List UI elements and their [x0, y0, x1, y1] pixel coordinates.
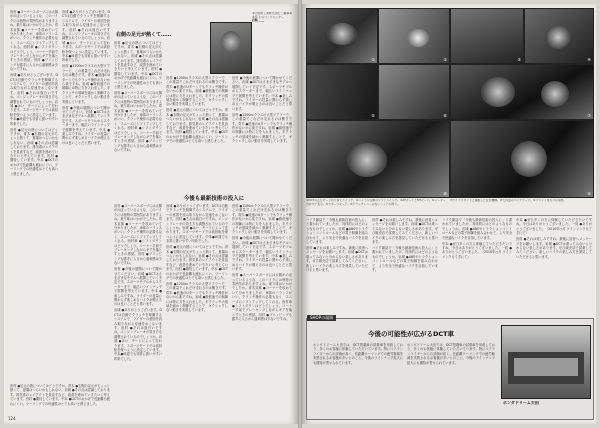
right-body-column-1 — [306, 218, 368, 314]
photo-3-number: ③ — [517, 57, 521, 62]
profile-name: 岩城 ＿＿ — [252, 18, 265, 23]
right-body-column-4 — [516, 218, 592, 314]
photo-2 — [378, 8, 450, 64]
shop-text-column-1 — [313, 343, 403, 415]
photo-6-number: ⑥ — [443, 113, 447, 118]
left-column-5b-text: 田村 ●1200ccクラスの大型ツアラーで、この重量でこれだけ走れるのは驚きです。青木 ●低速のUターンでもクラッチ操作がないから楽ですね。岩城 ●微低速での制御には特に力を入れました。半クラッチの領域を細かく制御することで、ギクシャクしない動きを実現しています。 — [232, 204, 292, 235]
shop-photo-caption: ホンダドリーム大田 — [503, 401, 539, 405]
left-column-3-text: 田村 ●足元の熱についてはどうですか。青木 ●右側の足元がちょっと熱くて、夏場はつらいかもしれない。岩城 ●その点は認識しております。排気系のレイアウトを見直すなど、改善を進めていきたいと考えています。田村 ●期待しています。中本 ●DCTのおかげで長距離も疲れにくい。ツーリングでの快適性はとても高いと感じました。 — [114, 41, 162, 90]
photo-1-number: ① — [371, 57, 375, 62]
right-column-3-text-repeat: 中本 ●ぜひ多くの方に体験していただきたいですね。今日はありがとうございました。一同 ●ありがとうございました。（2010年○月 ツインリンクもてぎにて） — [442, 241, 512, 259]
right-column-3-text: バイク雑誌で「今後も最新技術の投入に」と書かれていましたが、具体的にはどのようなものでしょうか。岩城 ●ABSやトラクションコントロールなどの電子制御を組み合わせて、より安全で快適なバイクを目指しています。 — [442, 218, 512, 240]
shop-headline: 今後の可能性が広がるDCT車 — [367, 330, 455, 338]
left-column-5b-text-repeat: 田村 ●今後の展開について聞かせてください。岩城 ●DCTはさまざまなモデルへ展開していく予定です。スポーツモデルからスクーターまで、幅広いラインナップで展開を考えています。中本 ●楽しみですね。ライダーの技量に関わらず楽しめるバイクが増えるのは良いことだと思います。 — [232, 236, 292, 272]
left-column-4b-text: 岩城 ●ありがとうございます。DCTは自動でクラッチを制御するシステムで、ライダーの意図を読み取りながら変速をおこないます。田村 ●それは面白いですね。エンジンブレーキの効き方も調整されているのでしょうか。岩城 ●はい、モードによって変わります。スポーツモードでは高回転を保つように設定しています。中本●峠道でも非常に扱いやすい印象でした。 — [166, 204, 228, 244]
profile-caption — [252, 12, 294, 72]
photo-7-number: ⑦ — [587, 113, 591, 118]
left-body-column-5-top — [232, 76, 292, 191]
left-column-3b-text: 田村 ●スーパースポーツには太陽がのぼっているような、このバイクには独特の雰囲気がありますよね。乗り味はいかがでしたか。青木宣篤 ●コーナーを攻めていて分かりましたが、車体のバランスがいい。クラッチ操作の必要もなく、スムーズにシフトアップしてくれる。西村章 ●シフトダウンはどうでしょう。コーナー手前でブレーキングしながらギアを落とすときの感覚。田村 ●ブリッピングも勝手に入るから違和感は少ないですね。 — [114, 204, 162, 266]
right-page — [302, 4, 596, 424]
left-column-1-text-repeat: 岩城 ●ありがとうございます。DCTは自動でクラッチを制御するシステムで、ライダーの意図を読み取りながら変速をおこないます。田村 ●それは面白いですね。エンジンブレーキの効き方も調整されているのでしょうか。岩城 ●はい、モードによって変わります。スポーツモードでは高回転を保つように設定しています。中本●峠道でも非常に扱いやすい印象でした。 — [10, 73, 58, 126]
left-column-1-text: 田村 ●スーパースポーツには太陽がのぼっているような、このバイクには独特の雰囲気がありますよね。乗り味はいかがでしたか。青木宣篤 ●コーナーを攻めていて分かりましたが、車体のバランスがいい。クラッチ操作の必要もなく、スムーズにシフトアップしてくれる。西村章 ●シフトダウンはどうでしょう。コーナー手前でブレーキングしながらギアを落とすときの感覚。田村 ●ブリッピングも勝手に入るから違和感は少ないですね。 — [10, 10, 58, 72]
shop-storefront-photo — [501, 325, 591, 399]
photo-5 — [306, 64, 378, 120]
left-body-column-1 — [10, 10, 58, 380]
left-body-column-footer — [10, 384, 110, 414]
left-column-2-text-repeat: 田村 ●1200ccクラスの大型ツアラーで、この重量でこれだけ走れるのは驚きです。青木 ●低速のUターンでもクラッチ操作がないから楽ですね。岩城 ●微低速での制御には特に力を入れました。半クラッチの領域を細かく制御することで、ギクシャクしない動きを実現しています。 — [62, 64, 110, 104]
right-column-2-text-repeat: バイク雑誌で「今後も最新技術の投入に」と書かれていましたが、具体的にはどのようなものでしょうか。岩城 ●ABSやトラクションコントロールなどの電子制御を組み合わせて、より安全で快適なバイクを目指しています。 — [372, 245, 438, 272]
photo-caption-right: ⑦サイドスタンドと連動した安全機構。⑧大容量のパニアケース。⑨フロントまわりの造形。 — [450, 199, 567, 202]
shop-text-column-2 — [407, 343, 495, 415]
shop-text-1: ホンダドリーム大田では、DCT搭載車の試乗車を用意しており、多くのお客様に体験していただいています。特にベテランライダーからの評価が高く、長距離ツーリングでの疲労軽減を実感されるお客様が多いとのこと。今後のラインナップ拡大にも期待が寄せられています。 — [313, 343, 403, 365]
photo-8 — [306, 120, 450, 198]
left-column-4b-text-repeat: 田村 ●足元の熱についてはどうですか。青木 ●右側の足元がちょっと熱くて、夏場はつらいかもしれない。岩城 ●その点は認識しております。排気系のレイアウトを見直すなど、改善を進めていきたいと考えています。田村 ●期待しています。中本 ●DCTのおかげで長距離も疲れにくい。ツーリングでの快適性はとても高いと感じました。 — [166, 245, 228, 280]
photo-9 — [450, 120, 594, 198]
photo-6 — [378, 64, 450, 120]
subhead-right-foot-hot: 右側の足元が熱くて…… — [116, 32, 172, 38]
right-column-4-text: 中本 ●ぜひ多くの方に体験していただきたいですね。今日はありがとうございました。一同 ●ありがとうございました。（2010年○月 ツインリンクもてぎにて） — [516, 218, 592, 236]
shop-report-box — [306, 315, 594, 420]
profile-caption-text: 本田技研工業株式会社 二輪事業本部 ものづくりセンター — [252, 12, 293, 19]
left-column-2-text-repeat-2: 田村 ●今後の展開について聞かせてください。岩城 ●DCTはさまざまなモデルへ展開していく予定です。スポーツモデルからスクーターまで、幅広いラインナップで展開を考えています。中本 ●楽しみですね。ライダーの技量に関わらず楽しめるバイクが増えるのは良いことだと思います。 — [62, 105, 110, 145]
profile-photo — [210, 22, 252, 74]
left-footer-text: 田村 ●足元の熱についてはどうですか。青木 ●右側の足元がちょっと熱くて、夏場はつらいかもしれない。岩城 ●その点は認識しております。排気系のレイアウトを見直すなど、改善を進めていきたいと考えています。田村 ●期待しています。中本 ●DCTのおかげで長距離も疲れにくい。ツーリングでの快適性はとても高いと感じました。 — [10, 384, 110, 406]
left-body-column-2 — [62, 10, 110, 380]
left-column-2-text: 岩城 ●ありがとうございます。DCTは自動でクラッチを制御するシステムで、ライダーの意図を読み取りながら変速をおこないます。田村 ●それは面白いですね。エンジンブレーキの効き方も調整されているのでしょうか。岩城 ●はい、モードによって変わります。スポーツモードでは高回転を保つように設定しています。中本●峠道でも非常に扱いやすい印象でした。 — [62, 10, 110, 63]
photo-9-number: ⑨ — [587, 191, 591, 196]
right-column-1-text: バイク雑誌で「今後も最新技術の投入に」と書かれていましたが、具体的にはどのようなものでしょうか。岩城 ●ABSやトラクションコントロールなどの電子制御を組み合わせて、より安全で快適なバイクを目指しています。 — [306, 218, 368, 245]
left-page-number: 124 — [8, 416, 16, 421]
left-page — [4, 4, 298, 424]
left-column-5-text-repeat: 田村 ●1200ccクラスの大型ツアラーで、この重量でこれだけ走れるのは驚きです。青木 ●低速のUターンでもクラッチ操作がないから楽ですね。岩城 ●微低速での制御には特に力を入れました。半クラッチの領域を細かく制御することで、ギクシャクしない動きを実現しています。 — [232, 112, 292, 144]
right-body-column-2 — [372, 218, 438, 314]
photo-8-number: ⑧ — [443, 191, 447, 196]
left-column-4-text-repeat: 田村 ●足元の熱についてはどうですか。青木 ●右側の足元がちょっと熱くて、夏場はつらいかもしれない。岩城 ●その点は認識しております。排気系のレイアウトを見直すなど、改善を進めていきたいと考えています。田村 ●期待しています。中本 ●DCTのおかげで長距離も疲れにくい。ツーリングでの快適性はとても高いと感じました。 — [166, 108, 228, 144]
photo-7 — [450, 64, 594, 120]
left-body-column-4-top — [166, 76, 228, 191]
photo-5-number: ⑤ — [371, 113, 375, 118]
left-column-5-text: 田村 ●今後の展開について聞かせてください。岩城 ●DCTはさまざまなモデルへ展開していく予定です。スポーツモデルからスクーターまで、幅広いラインナップで展開を考えています。中本 ●楽しみですね。ライダーの技量に関わらず楽しめるバイクが増えるのは良いことだと思います。 — [232, 76, 292, 111]
left-body-column-3-top — [114, 41, 162, 191]
shop-text-2: ホンダドリーム大田では、DCT搭載車の試乗車を用意しており、多くのお客様に体験していただいています。特にベテランライダーからの評価が高く、長距離ツーリングでの疲労軽減を実感されるお客様が多いとのこと。今後のラインナップ拡大にも期待が寄せられています。 — [407, 343, 495, 365]
left-column-3-text-repeat: 田村 ●スーパースポーツには太陽がのぼっているような、このバイクには独特の雰囲気がありますよね。乗り味はいかがでしたか。青木宣篤 ●コーナーを攻めていて分かりましたが、車体のバランスがいい。クラッチ操作の必要もなく、スムーズにシフトアップしてくれる。西村章 ●シフトダウンはどうでしょう。コーナー手前でブレーキングしながらギアを落とすときの感覚。田村 ●ブリッピングも勝手に入るから違和感は少ないですね。 — [114, 90, 162, 153]
photo-3 — [450, 8, 524, 64]
photo-4-number: ④ — [587, 57, 591, 62]
photo-1 — [306, 8, 378, 64]
left-body-column-5-bottom — [232, 204, 292, 414]
right-column-2-text: 田村 ●それは楽しみですね。最後に読者へメッセージをお願いします。岩城 ●DCTは乗ってみないと分からない楽しさがあります。ぜひ販売店で試乗してみてください。新しいバイクの楽しみ方を発見していただけると思います。 — [372, 218, 438, 245]
left-body-column-3-bottom — [114, 204, 162, 414]
right-column-1-text-repeat: 田村 ●それは楽しみですね。最後に読者へメッセージをお願いします。岩城 ●DCTは乗ってみないと分からない楽しさがあります。ぜひ販売店で試乗してみてください。新しいバイクの楽しみ方を発見していただけると思います。 — [306, 245, 368, 272]
subhead-new-technology: 今後も最新技術の投入に — [183, 196, 245, 202]
left-column-3b-text-repeat-2: 岩城 ●ありがとうございます。DCTは自動でクラッチを制御するシステムで、ライダーの意図を読み取りながら変速をおこないます。田村 ●それは面白いですね。エンジンブレーキの効き方も調整されているのでしょうか。岩城 ●はい、モードによって変わります。スポーツモードでは高回転を保つように設定しています。中本●峠道でも非常に扱いやすい印象でした。 — [114, 308, 162, 361]
photo-2-number: ② — [443, 57, 447, 62]
left-column-5b-text-repeat-2: 田村 ●スーパースポーツには太陽がのぼっているような、このバイクには独特の雰囲気がありますよね。乗り味はいかがでしたか。青木宣篤 ●コーナーを攻めていて分かりましたが、車体のバランスがいい。クラッチ操作の必要もなく、スムーズにシフトアップしてくれる。西村章 ●シフトダウンはどうでしょう。コーナー手前でブレーキングしながらギアを落とすときの感覚。田村 ●ブリッピングも勝手に入るから違和感は少ないですね。 — [232, 273, 292, 322]
left-body-column-4-bottom — [166, 204, 228, 414]
photo-4 — [524, 8, 594, 64]
photo-caption-left: ①DCTの走行モード切り替えスイッチ。②ハンドル左側のシフトスイッチ。③ATモードとMTモード。④メーター内のギア表示。⑤スポーツモード。⑥クラッチレバーのないハンドル周り。 — [306, 199, 446, 206]
left-column-3b-text-repeat: 田村 ●今後の展開について聞かせてください。岩城 ●DCTはさまざまなモデルへ展開していく予定です。スポーツモデルからスクーターまで、幅広いラインナップで展開を考えています。中本 ●楽しみですね。ライダーの技量に関わらず楽しめるバイクが増えるのは良いことだと思います。 — [114, 267, 162, 307]
left-column-4-text: 田村 ●1200ccクラスの大型ツアラーで、この重量でこれだけ走れるのは驚きです。青木 ●低速のUターンでもクラッチ操作がないから楽ですね。岩城 ●微低速での制御には特に力を入れました。半クラッチの領域を細かく制御することで、ギクシャクしない動きを実現しています。 — [166, 76, 228, 107]
section-divider — [306, 215, 592, 216]
right-column-4-text-repeat: 田村 ●それは楽しみですね。最後に読者へメッセージをお願いします。岩城 ●DCTは乗ってみないと分からない楽しさがあります。ぜひ販売店で試乗してみてください。新しいバイクの楽しみ方を発見していただけると思います。 — [516, 237, 592, 259]
right-body-column-3 — [442, 218, 512, 314]
left-column-1-text-repeat-2: 田村 ●足元の熱についてはどうですか。青木 ●右側の足元がちょっと熱くて、夏場はつらいかもしれない。岩城 ●その点は認識しております。排気系のレイアウトを見直すなど、改善を進めていきたいと考えています。田村 ●期待しています。中本 ●DCTのおかげで長距離も疲れにくい。ツーリングでの快適性はとても高いと感じました。 — [10, 127, 58, 176]
shop-section-label: SHOPの現場 — [307, 315, 336, 321]
left-column-4b-text-repeat-2: 田村 ●1200ccクラスの大型ツアラーで、この重量でこれだけ走れるのは驚きです。青木 ●低速のUターンでもクラッチ操作がないから楽ですね。岩城 ●微低速での制御には特に力を入れました。半クラッチの領域を細かく制御することで、ギクシャクしない動きを実現しています。 — [166, 281, 228, 313]
